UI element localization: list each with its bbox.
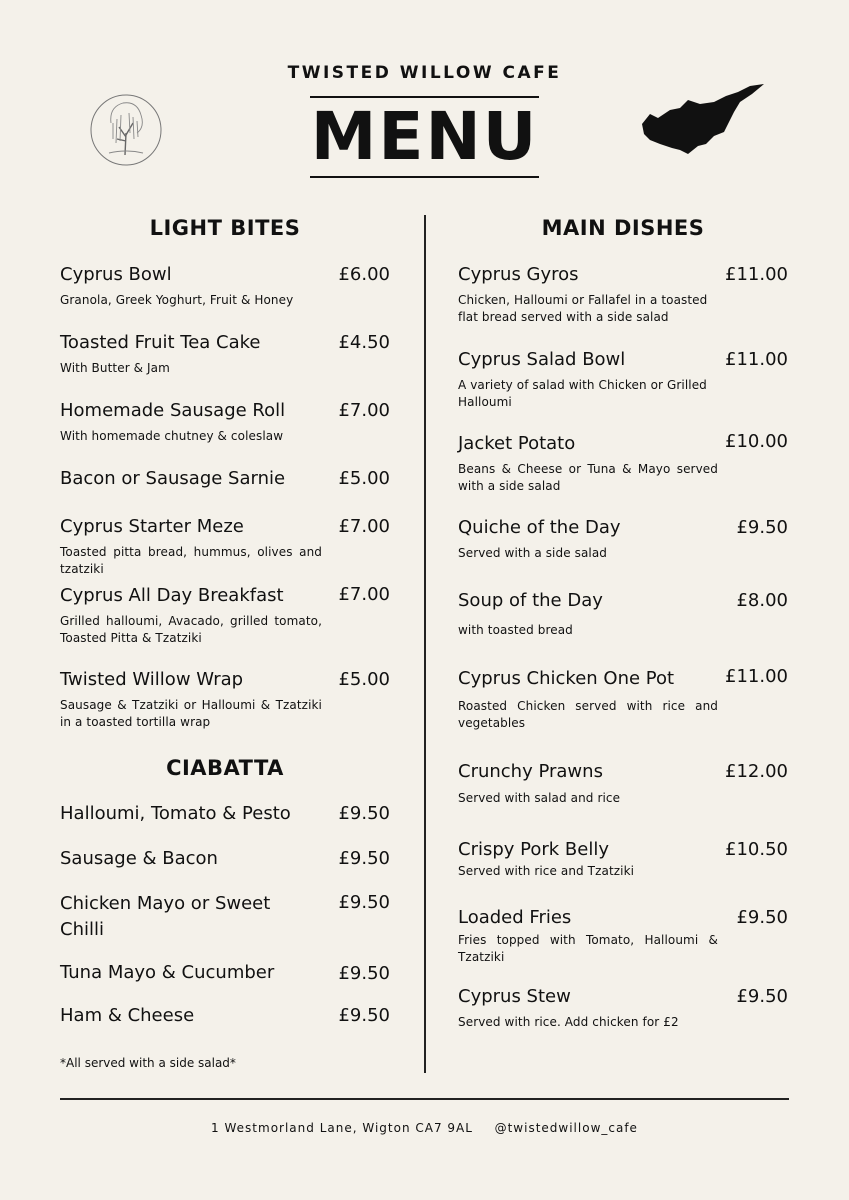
item-description: Sausage & Tzatziki or Halloumi & Tzatziki in a toasted tortilla wrap: [60, 698, 322, 729]
item-name: Crunchy Prawns: [458, 761, 603, 782]
item-name: Toasted Fruit Tea Cake: [60, 332, 261, 353]
item-description: Served with rice and Tzatziki: [458, 864, 635, 878]
item-price: £6.00: [338, 264, 390, 285]
menu-item: [458, 264, 718, 326]
item-name: Jacket Potato: [458, 433, 576, 454]
item-price: £11.00: [725, 666, 788, 687]
item-price: £10.00: [725, 431, 788, 452]
menu-item: [60, 400, 322, 445]
item-price: £8.00: [736, 590, 788, 611]
item-name: Cyprus All Day Breakfast: [60, 585, 284, 606]
item-price: £9.50: [338, 963, 390, 984]
item-price: £11.00: [725, 349, 788, 370]
item-name: Halloumi, Tomato & Pesto: [60, 803, 291, 824]
item-description: Grilled halloumi, Avacado, grilled tomato, Toasted Pitta & Tzatziki: [60, 614, 322, 645]
menu-item: [458, 761, 718, 807]
willow-tree-logo-icon: [89, 93, 163, 167]
menu-item: [60, 468, 322, 490]
item-price: £5.00: [338, 669, 390, 690]
vertical-divider: [424, 215, 426, 1073]
menu-item: [60, 1005, 320, 1027]
item-price: £11.00: [725, 264, 788, 285]
item-description: Toasted pitta bread, hummus, olives and tzatziki: [60, 545, 322, 576]
item-price: £7.00: [338, 584, 390, 605]
title-rule-bottom: [310, 176, 539, 178]
menu-item: [60, 803, 320, 825]
item-price: £9.50: [736, 986, 788, 1007]
menu-item: [60, 332, 322, 377]
item-name: Cyprus Bowl: [60, 264, 172, 285]
item-price: £4.50: [338, 332, 390, 353]
item-price: £9.50: [338, 848, 390, 869]
item-description: Chicken, Halloumi or Fallafel in a toasted flat bread served with a side salad: [458, 293, 708, 324]
menu-item: [458, 839, 718, 880]
section-title-light-bites: LIGHT BITES: [149, 216, 301, 240]
item-name: Crispy Pork Belly: [458, 839, 609, 860]
item-name: Cyprus Chicken One Pot: [458, 668, 675, 689]
item-description: Granola, Greek Yoghurt, Fruit & Honey: [60, 293, 294, 307]
item-description: Served with a side salad: [458, 546, 608, 560]
footer: [0, 1121, 849, 1135]
item-name: Cyprus Salad Bowl: [458, 349, 626, 370]
menu-item: [60, 848, 320, 870]
item-name: Ham & Cheese: [60, 1005, 195, 1026]
item-name: Loaded Fries: [458, 907, 572, 928]
item-name: Quiche of the Day: [458, 517, 621, 538]
item-price: £9.50: [338, 1005, 390, 1026]
item-description: Roasted Chicken served with rice and vegetables: [458, 699, 718, 730]
item-name: Cyprus Stew: [458, 986, 571, 1007]
item-price: £9.50: [736, 907, 788, 928]
item-description: With homemade chutney & coleslaw: [60, 429, 284, 443]
item-description: A variety of salad with Chicken or Grilled Halloumi: [458, 378, 707, 409]
menu-item: [60, 585, 322, 647]
menu-item: [60, 669, 322, 731]
ciabatta-note: *All served with a side salad*: [60, 1056, 236, 1070]
menu-item: [458, 349, 718, 411]
item-name: Cyprus Starter Meze: [60, 516, 244, 537]
item-price: £9.50: [338, 803, 390, 824]
menu-item: [60, 264, 322, 309]
menu-item: [458, 517, 718, 562]
item-description: With Butter & Jam: [60, 361, 170, 375]
footer-social-handle[interactable]: @twistedwillow_cafe: [494, 1121, 638, 1135]
item-name: Tuna Mayo & Cucumber: [60, 962, 275, 983]
footer-address: 1 Westmorland Lane, Wigton CA7 9AL: [211, 1121, 473, 1135]
menu-item: [60, 962, 320, 984]
item-name: Cyprus Gyros: [458, 264, 579, 285]
cyprus-map-icon: [640, 84, 766, 156]
item-name: Bacon or Sausage Sarnie: [60, 468, 286, 489]
section-title-main-dishes: MAIN DISHES: [541, 216, 705, 240]
item-price: £9.50: [338, 892, 390, 913]
menu-item: [458, 433, 718, 495]
item-name: Sausage & Bacon: [60, 848, 218, 869]
item-description: Served with salad and rice: [458, 791, 621, 805]
item-price: £9.50: [736, 517, 788, 538]
menu-item: [458, 986, 718, 1031]
menu-item: [60, 516, 322, 578]
item-name: Soup of the Day: [458, 590, 603, 611]
menu-item: [458, 907, 718, 966]
item-description: Beans & Cheese or Tuna & Mayo served with a side salad: [458, 462, 718, 493]
item-price: £10.50: [725, 839, 788, 860]
horizontal-divider: [60, 1098, 789, 1100]
menu-item: [60, 891, 300, 943]
menu-title: MENU: [310, 98, 539, 175]
item-price: £5.00: [338, 468, 390, 489]
item-name: Twisted Willow Wrap: [60, 669, 244, 690]
item-description: Served with rice. Add chicken for £2: [458, 1015, 679, 1029]
item-name: Homemade Sausage Roll: [60, 400, 286, 421]
item-description: with toasted bread: [458, 623, 573, 637]
item-price: £7.00: [338, 400, 390, 421]
item-price: £12.00: [725, 761, 788, 782]
menu-item: [458, 590, 718, 639]
section-title-ciabatta: CIABATTA: [166, 756, 284, 780]
item-description: Fries topped with Tomato, Halloumi & Tzatziki: [458, 933, 718, 964]
item-price: £7.00: [338, 516, 390, 537]
item-name: Chicken Mayo or Sweet Chilli: [60, 893, 271, 940]
menu-item: [458, 668, 718, 732]
cafe-name: TWISTED WILLOW CAFE: [287, 63, 562, 83]
